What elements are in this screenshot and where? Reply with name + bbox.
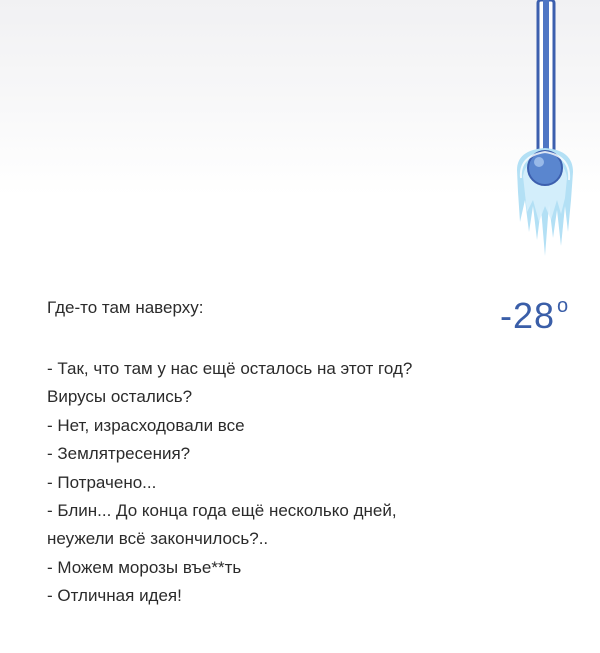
degree-symbol: o [557, 295, 570, 317]
dialog-list [47, 355, 412, 611]
thermometer-icon [505, 0, 585, 260]
dialog-line: Вирусы остались? [47, 387, 193, 407]
heading: Где-то там наверху: [47, 298, 204, 317]
dialog-line: - Блин... До конца года ещё несколько дней, [47, 501, 397, 521]
dialog-line: - Так, что там у нас ещё осталось на этот год? [47, 359, 413, 378]
temperature-reading [500, 295, 569, 337]
dialog-line: - Нет, израсходовали все [47, 415, 245, 435]
dialog-line: - Землятресения? [47, 444, 191, 464]
temperature-value: -28 [500, 295, 556, 336]
dialog-line: неужели всё закончилось?.. [47, 529, 269, 549]
dialog-line: - Можем морозы въе**ть [47, 557, 242, 577]
dialog-line: - Потрачено... [47, 472, 157, 492]
dialog-line: - Отличная идея! [47, 586, 182, 606]
